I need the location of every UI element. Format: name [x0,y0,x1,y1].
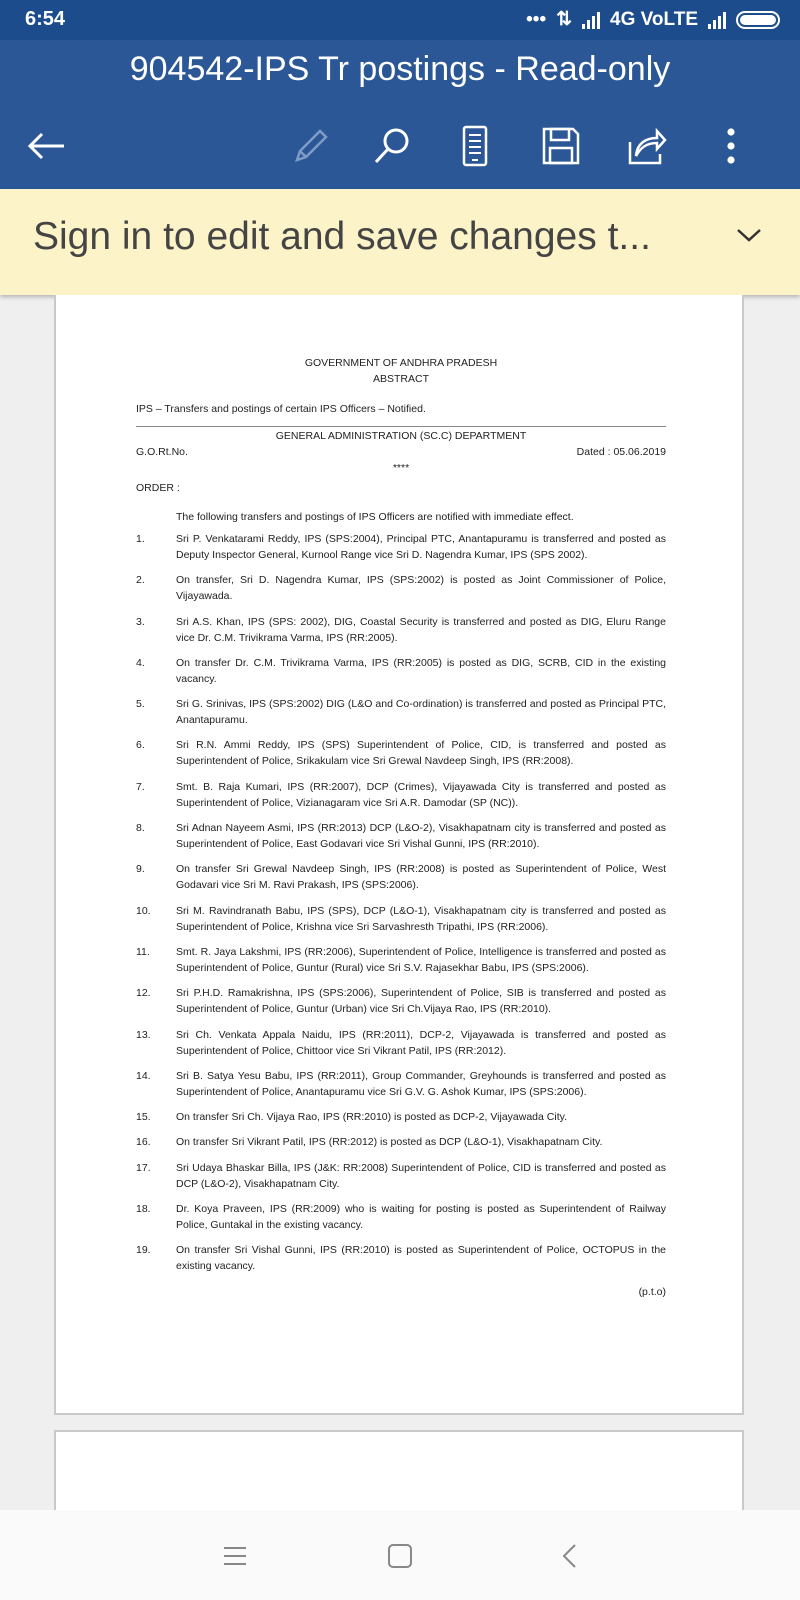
list-item [136,861,666,893]
pencil-icon[interactable] [283,118,339,174]
document-content [136,355,666,1300]
item-number: 16. [136,1136,151,1149]
item-number: 4. [136,656,145,669]
list-item [136,903,666,935]
menu-icon[interactable] [213,1534,257,1578]
doc-intro: The following transfers and postings of IPS Officers are notified with immediate effect. [176,511,574,523]
list-item [136,572,666,604]
item-text: On transfer, Sri D. Nagendra Kumar, IPS (SPS:2002) is posted as Joint Commissioner of Police, Vijayawada. [176,574,666,603]
item-number: 14. [136,1069,151,1082]
list-item [136,1134,666,1150]
banner-text: Sign in to edit and save changes t... [33,215,651,258]
navigation-bar [0,1510,800,1600]
list-item [136,1027,666,1059]
signal-icon [582,11,600,29]
app-bar [0,40,800,189]
item-number: 10. [136,904,151,917]
item-text: Sri P.H.D. Ramakrishna, IPS (SPS:2006), Superintendent of Police, SIB is transferred and posted as Superintendent of Police, Guntur (Urban) vice Sri Ch.Vijaya Rao, IPS (RR:2010). [176,987,666,1016]
item-number: 13. [136,1028,151,1041]
item-text: On transfer Sri Vishal Gunni, IPS (RR:2010) is posted as Superintendent of Police, OCTOPUS in the existing vacancy. [176,1244,666,1273]
back-arrow-icon[interactable] [18,118,74,174]
status-icons [526,8,780,31]
item-text: Sri M. Ravindranath Babu, IPS (SPS), DCP (L&O-1), Visakhapatnam city is transferred and posted as Superintendent of Police, Krishna vice Sri Sarvashresth Tripathi, IPS (RR:2006). [176,904,666,933]
list-item [136,1109,666,1125]
item-text: On transfer Dr. C.M. Trivikrama Varma, IPS (RR:2005) is posted as DIG, SCRB, CID in the existing vacancy. [176,656,666,685]
item-text: Smt. B. Raja Kumari, IPS (RR:2007), DCP (Crimes), Vijayawada City is transferred and posted as Superintendent of Police, Vizianagaram vice Sri A.R. Damodar (SP (NC)). [176,780,666,809]
list-item [136,696,666,728]
item-text: Sri A.S. Khan, IPS (SPS: 2002), DIG, Coastal Security is transferred and posted as DIG, Eluru Range vice Dr. C.M. Trivikrama Varma, IPS (RR:2005). [176,615,666,644]
item-text: Smt. R. Jaya Lakshmi, IPS (RR:2006), Superintendent of Police, Intelligence is transferred and posted as Superintendent of Police, Guntur (Rural) vice Sri S.V. Rajasekhar Babu, IPS (SPS:2006). [176,945,666,974]
item-text: Sri B. Satya Yesu Babu, IPS (RR:2011), Group Commander, Greyhounds is transferred and posted as Superintendent of Police, Anantapuramu vice Sri G.V. G. Ashok Kumar, IPS (SPS:2006). [176,1069,666,1098]
item-text: Sri P. Venkatarami Reddy, IPS (SPS:2004), Principal PTC, Anantapuramu is transferred and posted as Deputy Inspector General, Kurnool Range vice Sri D. Nagendra Kumar, IPS (SPS 2002). [176,533,666,561]
item-number: 1. [136,533,145,545]
item-number: 7. [136,780,145,793]
list-item [136,614,666,646]
item-text: Sri Udaya Bhaskar Billa, IPS (J&K: RR:2008) Superintendent of Police, CID is transferred and posted as DCP (L&O-2), Visakhapatnam City. [176,1161,666,1190]
network-type: 4G VoLTE [610,8,698,30]
doc-go-row [136,444,666,460]
list-item [136,985,666,1017]
doc-order-label: ORDER : [136,482,180,494]
list-item [136,531,666,563]
item-number: 2. [136,574,145,587]
doc-stars: **** [392,462,410,474]
next-page [54,1430,744,1510]
list-item [136,1068,666,1100]
doc-heading-abstract: ABSTRACT [372,373,429,385]
signal-icon-2 [708,11,726,29]
search-icon[interactable] [364,118,420,174]
doc-department: GENERAL ADMINISTRATION (SC.C) DEPARTMENT [275,430,527,442]
doc-dated: Dated : 05.06.2019 [576,446,666,458]
list-item [136,779,666,811]
status-bar [0,0,800,40]
item-text: On transfer Sri Ch. Vijaya Rao, IPS (RR:2010) is posted as DCP-2, Vijayawada City. [176,1111,567,1124]
item-number: 8. [136,822,145,835]
status-time: 6:54 [25,8,66,30]
share-icon[interactable] [619,118,675,174]
item-text: Sri Ch. Venkata Appala Naidu, IPS (RR:2011), DCP-2, Vijayawada is transferred and posted as Superintendent of Police, Chittoor vice Sri Vikrant Patil, IPS (RR:2012). [176,1028,666,1057]
item-number: 5. [136,698,145,711]
data-transfer-icon: ⇅ [556,9,573,30]
doc-pto: (p.t.o) [638,1285,666,1298]
list-item [136,655,666,687]
doc-subject: IPS – Transfers and postings of certain IPS Officers – Notified. [136,403,426,415]
item-text: On transfer Sri Vikrant Patil, IPS (RR:2012) is posted as DCP (L&O-1), Visakhapatnam City. [176,1136,603,1149]
mobile-view-icon[interactable] [447,118,503,174]
item-number: 12. [136,987,151,1000]
item-text: Dr. Koya Praveen, IPS (RR:2009) who is waiting for posting is posted as Superintendent of Railway Police, Guntakal in the existing vacancy. [176,1203,666,1232]
item-text: On transfer Sri Grewal Navdeep Singh, IPS (RR:2008) is posted as Superintendent of Police, West Godavari vice Sri M. Ravi Prakash, IPS (SPS:2006). [176,863,666,892]
order-items-list [136,531,666,1274]
item-number: 6. [136,739,145,752]
chevron-down-icon[interactable] [736,227,762,247]
item-number: 17. [136,1161,151,1174]
list-item [136,1160,666,1192]
doc-go-number: G.O.Rt.No. [136,446,188,458]
list-item [136,820,666,852]
item-number: 9. [136,863,145,876]
item-text: Sri R.N. Ammi Reddy, IPS (SPS) Superintendent of Police, CID, is transferred and posted as Superintendent of Police, Srikakulam vice Sri Grewal Navdeep Singh, IPS (RR:2008). [176,739,666,768]
item-number: 11. [136,945,150,958]
list-item [136,1242,666,1274]
list-item [136,737,666,769]
item-number: 3. [136,615,145,628]
divider [136,426,666,427]
more-icon[interactable] [703,118,759,174]
item-text: Sri G. Srinivas, IPS (SPS:2002) DIG (L&O and Co-ordination) is transferred and posted as Principal PTC, Anantapuramu. [176,698,666,727]
document-title: 904542-IPS Tr postings - Read-only [129,50,671,88]
item-text: Sri Adnan Nayeem Asmi, IPS (RR:2013) DCP (L&O-2), Visakhapatnam city is transferred and posted as Superintendent of Police, East Godavari vice Sri Vishal Gunni, IPS (RR:2010). [176,822,666,851]
sign-in-banner[interactable] [0,189,800,295]
save-icon[interactable] [533,118,589,174]
document-page [54,295,744,1415]
battery-icon [736,11,780,29]
notification-dots: ••• [526,8,547,30]
item-number: 19. [136,1244,151,1257]
list-item [136,1201,666,1233]
item-number: 15. [136,1111,151,1124]
list-item [136,944,666,976]
back-chevron-icon[interactable] [547,1534,591,1578]
doc-heading-government: GOVERNMENT OF ANDHRA PRADESH [304,357,498,369]
home-square-icon[interactable] [378,1534,422,1578]
item-number: 18. [136,1203,151,1216]
